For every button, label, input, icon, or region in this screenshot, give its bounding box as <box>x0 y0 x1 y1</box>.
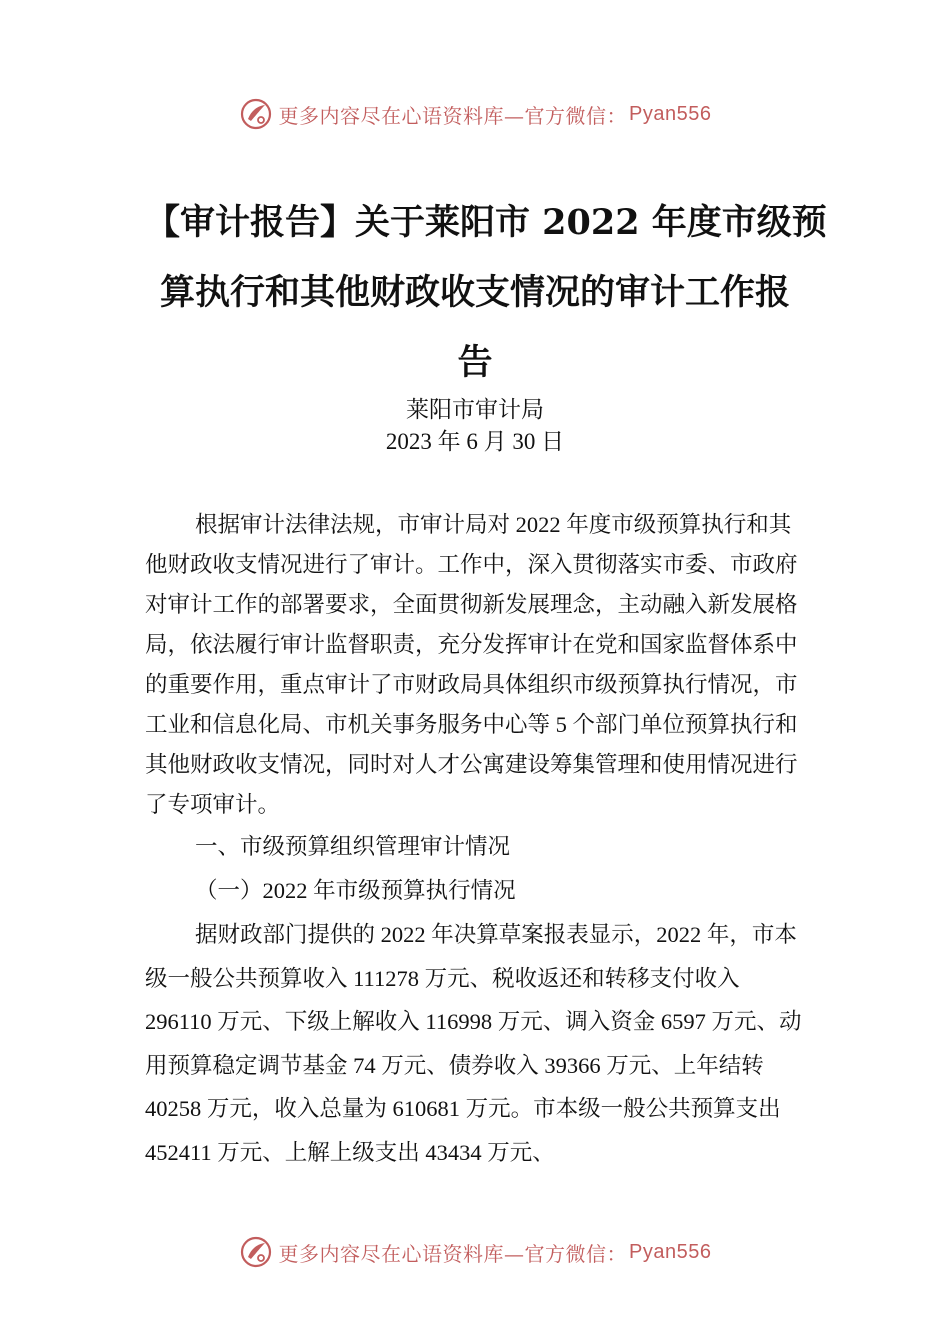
document-body <box>145 505 805 1174</box>
watermark-footer <box>0 1232 950 1272</box>
title-line-2: 算执行和其他财政收支情况的审计工作报 <box>159 272 790 313</box>
watermark-wechat-id: Pyan556 <box>629 1240 712 1263</box>
title-line-3: 告 <box>457 342 493 383</box>
watermark-wechat-id: Pyan556 <box>629 102 712 125</box>
logo-icon <box>239 1235 273 1269</box>
document-title <box>145 188 827 398</box>
section-heading-1: 一、市级预算组织管理审计情况 <box>195 834 511 859</box>
paragraph-budget: 据财政部门提供的 2022 年决算草案报表显示，2022 年，市本级一般公共预算收入 111278 万元、税收返还和转移支付收入 296110 万元、下级上解收入 116998 万元、调入资金 6597 万元、动用预算稳定调节基金 74 万元、债券收入 39366 万元、上年结转 40258 万元，收入总量为 610681 万元。市本级一般公共预算支出 452411 万元、上解上级支出 43434 万元、 <box>145 922 802 1165</box>
title-line-1: 【审计报告】关于莱阳市 2022 年度市级预 <box>145 202 827 243</box>
logo-icon <box>239 97 273 131</box>
watermark-header <box>0 94 950 134</box>
watermark-text: 更多内容尽在心语资料库—官方微信： <box>278 103 628 128</box>
subsection-heading-1: （一）2022 年市级预算执行情况 <box>195 878 516 903</box>
document-date: 2023 年 6 月 30 日 <box>385 429 565 454</box>
watermark-text: 更多内容尽在心语资料库—官方微信： <box>278 1241 628 1266</box>
paragraph-intro: 根据审计法律法规，市审计局对 2022 年度市级预算执行和其他财政收支情况进行了审计。工作中，深入贯彻落实市委、市政府对审计工作的部署要求，全面贯彻新发展理念，主动融入新发展格局，依法履行审计监督职责，充分发挥审计在党和国家监督体系中的重要作用，重点审计了市财政局具体组织市级预算执行情况，市工业和信息化局、市机关事务服务中心等 5 个部门单位预算执行和其他财政收支情况，同时对人才公寓建设筹集管理和使用情况进行了专项审计。 <box>145 512 798 817</box>
document-author: 莱阳市审计局 <box>406 397 544 423</box>
